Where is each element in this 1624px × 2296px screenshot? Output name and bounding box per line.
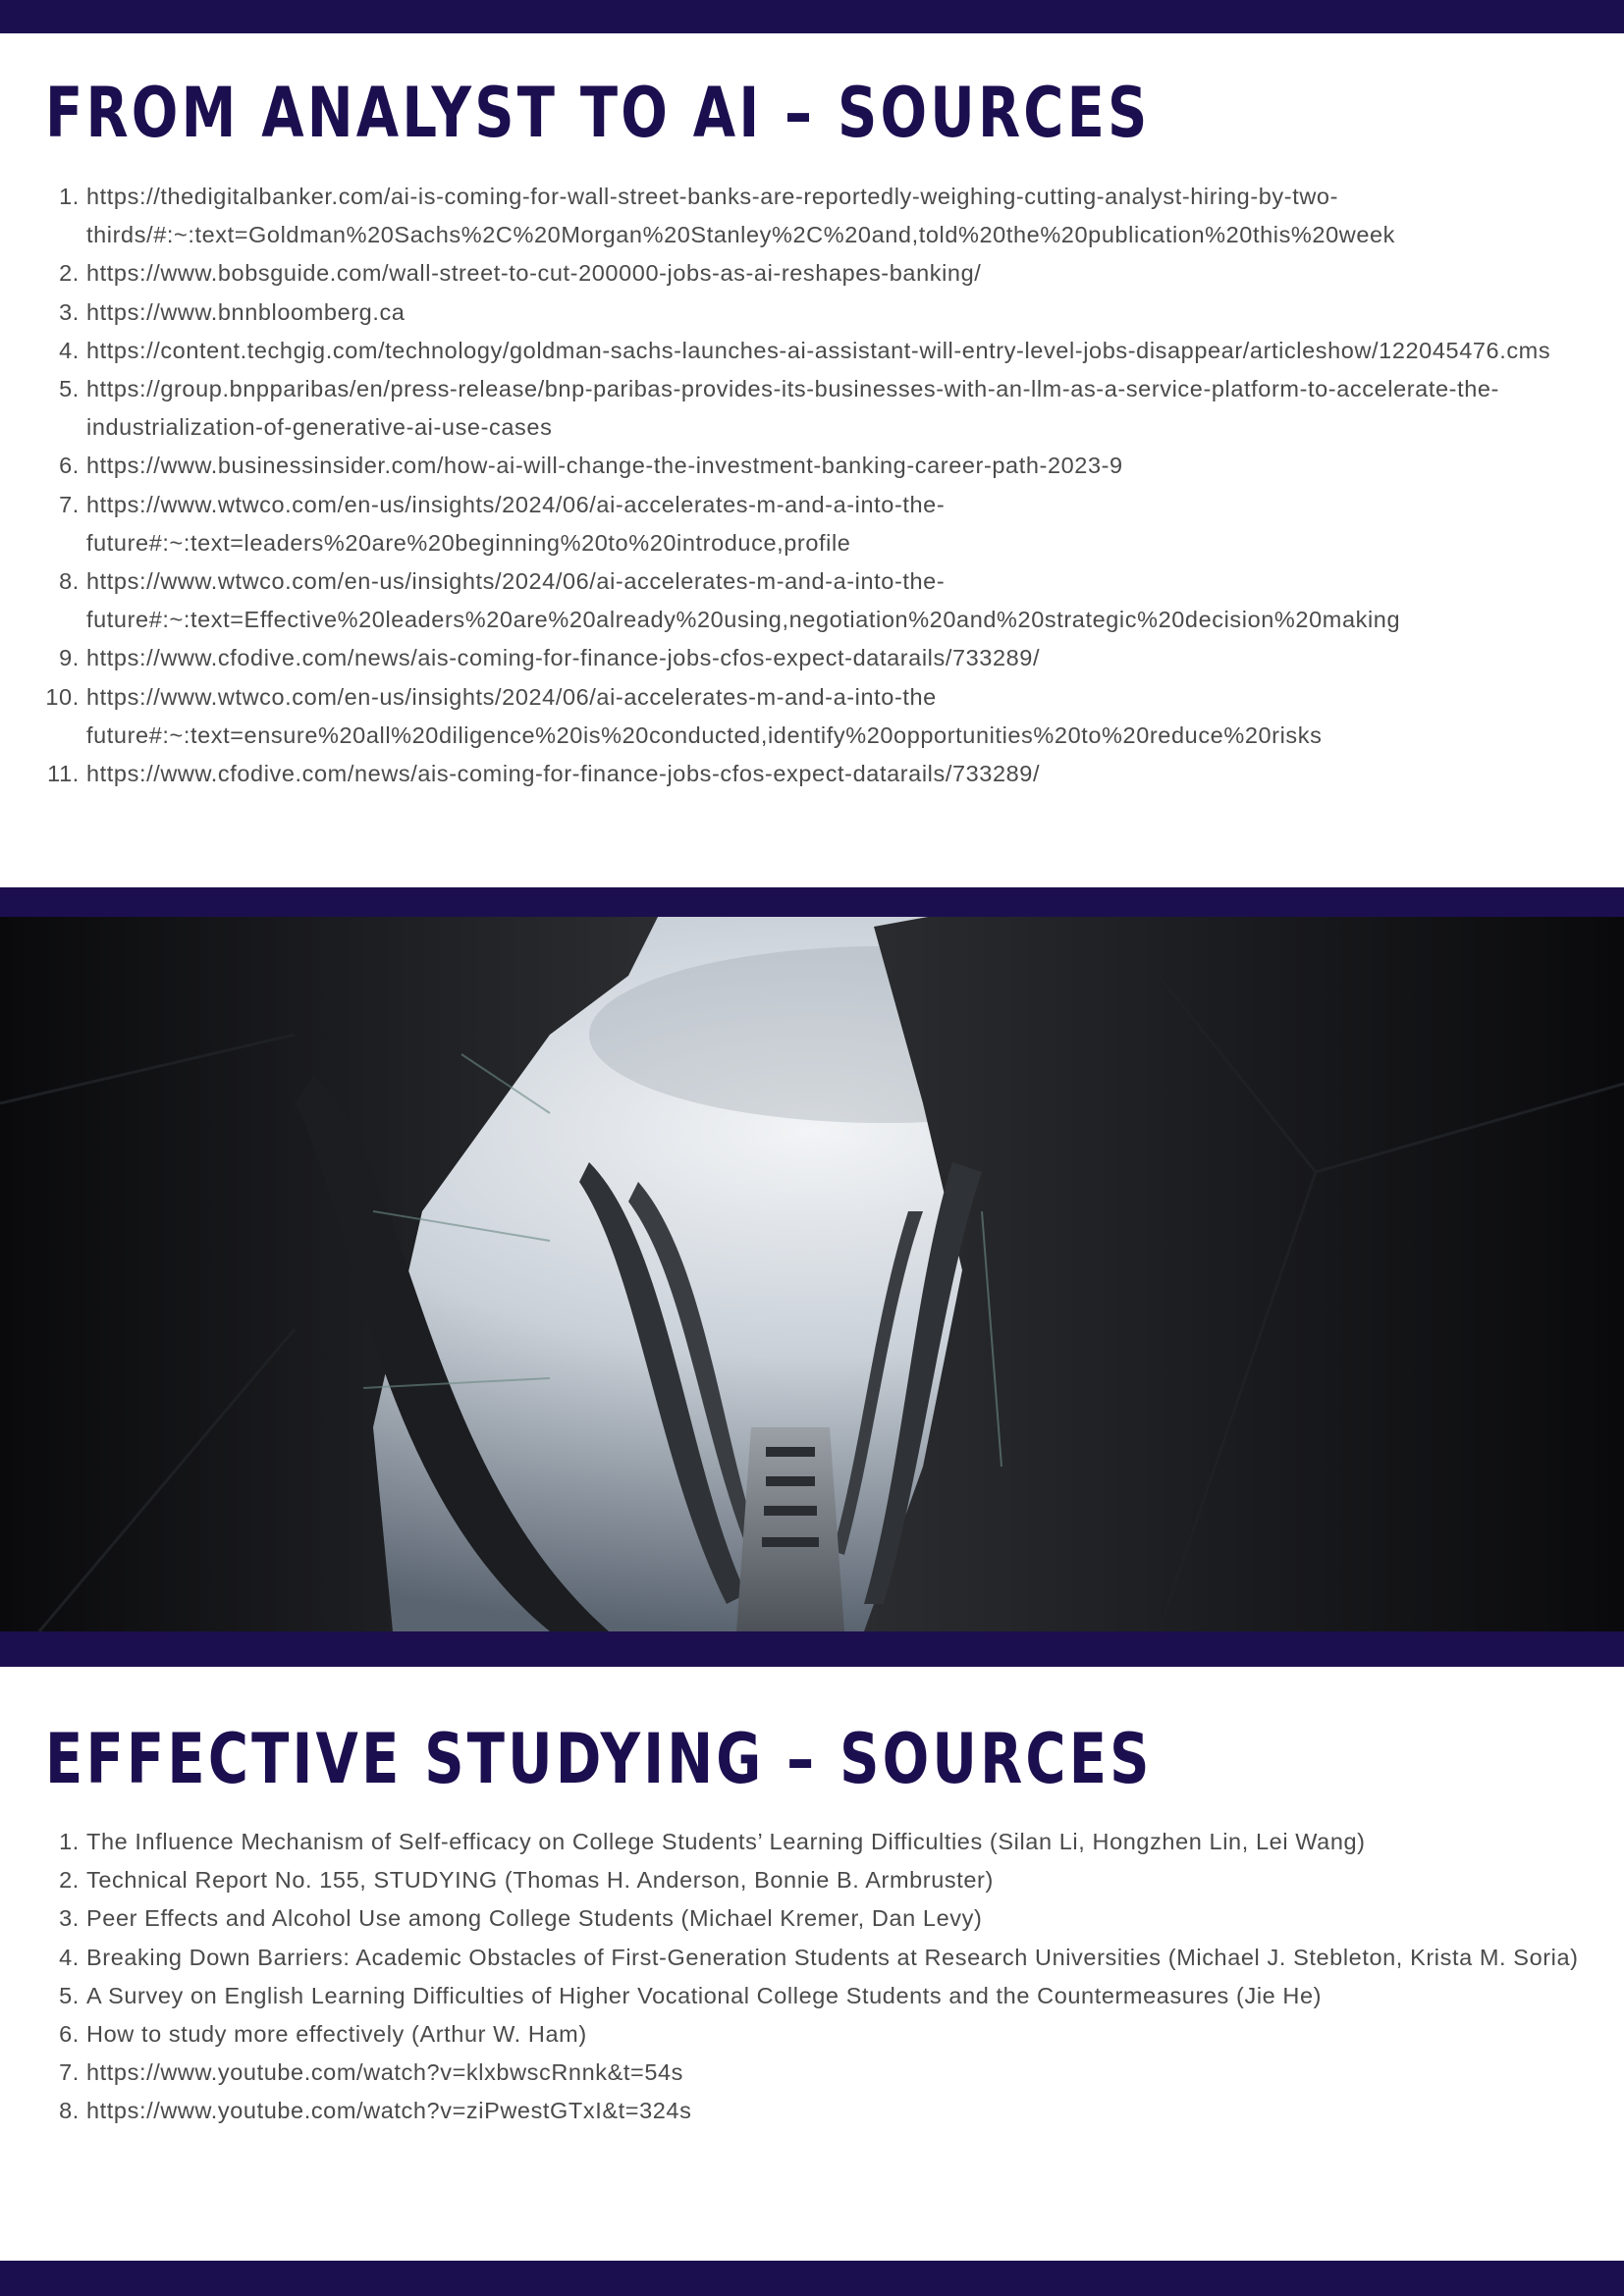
divider-bar-lower [0, 1631, 1624, 1667]
source-item: 6. How to study more effectively (Arthur W. Ham) [86, 2015, 1589, 2054]
source-item: 8. https://www.youtube.com/watch?v=ziPwestGTxI&t=324s [86, 2092, 1589, 2130]
source-item: 7. https://www.youtube.com/watch?v=klxbwscRnnk&t=54s [86, 2054, 1589, 2092]
source-item: 2. Technical Report No. 155, STUDYING (Thomas H. Anderson, Bonnie B. Armbruster) [86, 1861, 1589, 1899]
source-item: 3. Peer Effects and Alcohol Use among College Students (Michael Kremer, Dan Levy) [86, 1899, 1589, 1938]
sources-list-analyst-to-ai [0, 178, 1589, 793]
architecture-photo [0, 917, 1624, 1631]
source-item: 1. The Influence Mechanism of Self-efficacy on College Students’ Learning Difficulties (Silan Li, Hongzhen Lin, Lei Wang) [86, 1823, 1589, 1861]
source-item: 5. https://group.bnpparibas/en/press-release/bnp-paribas-provides-its-businesses-with-an-llm-as-a-service-platform-to-accelerate-the-industrialization-of-generative-ai-use-cases [86, 370, 1589, 447]
source-item: 11. https://www.cfodive.com/news/ais-coming-for-finance-jobs-cfos-expect-datarails/733289/ [86, 755, 1589, 793]
source-item: 9. https://www.cfodive.com/news/ais-coming-for-finance-jobs-cfos-expect-datarails/733289/ [86, 639, 1589, 677]
source-item: 10. https://www.wtwco.com/en-us/insights/2024/06/ai-accelerates-m-and-a-into-the future#:~:text=ensure%20all%20diligence%20is%20conducted,identify%20opportunities%20to%20reduce%20risks [86, 678, 1589, 755]
divider-bar-upper [0, 887, 1624, 917]
bottom-accent-bar [0, 2261, 1624, 2296]
source-item: 6. https://www.businessinsider.com/how-ai-will-change-the-investment-banking-career-path-2023-9 [86, 447, 1589, 485]
source-item: 3. https://www.bnnbloomberg.ca [86, 294, 1589, 332]
source-item: 2. https://www.bobsguide.com/wall-street-to-cut-200000-jobs-as-ai-reshapes-banking/ [86, 254, 1589, 293]
source-item: 8. https://www.wtwco.com/en-us/insights/2024/06/ai-accelerates-m-and-a-into-the-future#:~:text=Effective%20leaders%20are%20already%20using,negotiation%20and%20strategic%20decision%20making [86, 562, 1589, 639]
source-item: 7. https://www.wtwco.com/en-us/insights/2024/06/ai-accelerates-m-and-a-into-the-future#:~:text=leaders%20are%20beginning%20to%20introduce,profile [86, 486, 1589, 562]
section-title-analyst-to-ai: FROM ANALYST TO AI – SOURCES [45, 73, 1151, 153]
building-illustration [0, 917, 1624, 1631]
top-accent-bar [0, 0, 1624, 33]
source-item: 4. https://content.techgig.com/technology/goldman-sachs-launches-ai-assistant-will-entry-level-jobs-disappear/articleshow/122045476.cms [86, 332, 1589, 370]
source-item: 4. Breaking Down Barriers: Academic Obstacles of First-Generation Students at Research Universities (Michael J. Stebleton, Krista M. Soria) [86, 1939, 1589, 1977]
sources-list-effective-studying [0, 1823, 1589, 2131]
section-title-effective-studying: EFFECTIVE STUDYING – SOURCES [45, 1719, 1153, 1799]
source-item: 5. A Survey on English Learning Difficulties of Higher Vocational College Students and the Countermeasures (Jie He) [86, 1977, 1589, 2015]
source-item: 1. https://thedigitalbanker.com/ai-is-coming-for-wall-street-banks-are-reportedly-weighing-cutting-analyst-hiring-by-two-thirds/#:~:text=Goldman%20Sachs%2C%20Morgan%20Stanley%2C%20and,told%20the%20publication%20this%20week [86, 178, 1589, 254]
